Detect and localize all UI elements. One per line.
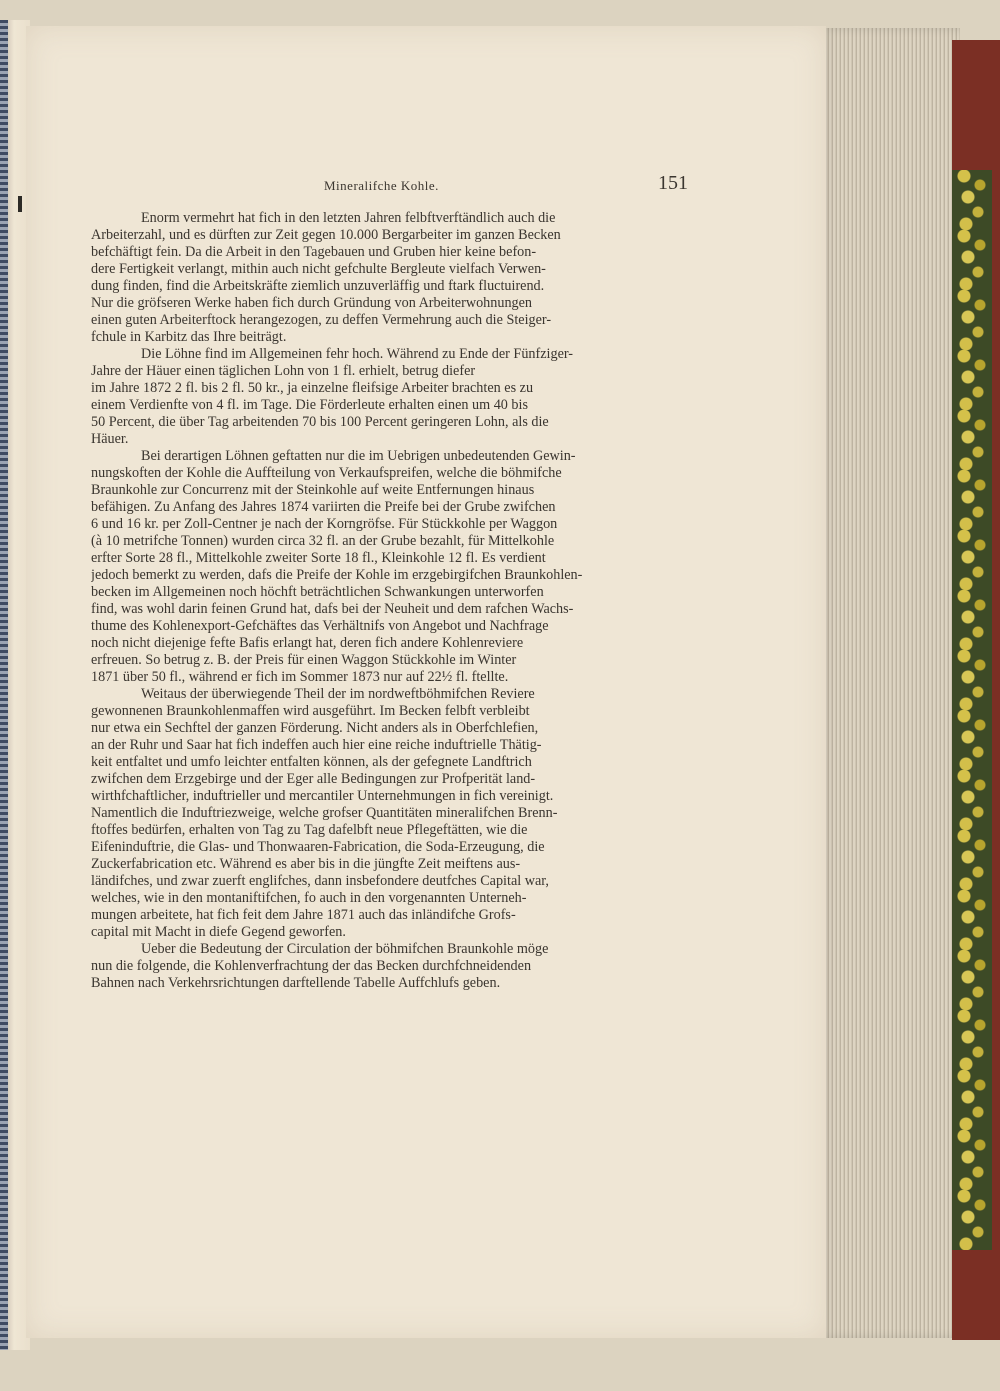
text-line: im Jahre 1872 2 fl. bis 2 fl. 50 kr., ja einzelne fleifsige Arbeiter brachten es zu (91, 380, 534, 396)
text-line: Namentlich die Induftriezweige, welche grofser Quantitäten mineralifchen Brenn- (91, 805, 558, 821)
text-line: (à 10 metrifche Tonnen) wurden circa 32 fl. an der Grube bezahlt, für Mittelkohle (91, 533, 555, 549)
text-line: ftoffes bedürfen, erhalten von Tag zu Tag dafelbft neue Pflegeftätten, wie die (91, 822, 528, 838)
text-line: gewonnenen Braunkohlenmaffen wird ausgeführt. Im Becken felbft verbleibt (91, 703, 530, 719)
text-line: keit entfaltet und umfo leichter entfalten können, als der gefegnete Landftrich (91, 754, 532, 770)
body-text (91, 210, 687, 992)
text-line: fchule in Karbitz das Ihre beiträgt. (91, 329, 287, 345)
text-line: Nur die gröfseren Werke haben fich durch Gründung von Arbeiterwohnungen (91, 295, 533, 311)
text-line: Bahnen nach Verkehrsrichtungen darftellende Tabelle Auffchlufs geben. (91, 975, 501, 991)
text-line: Jahre der Häuer einen täglichen Lohn von 1 fl. erhielt, betrug diefer (91, 363, 476, 379)
text-line: Braunkohle zur Concurrenz mit der Steinkohle auf weite Entfernungen hinaus (91, 482, 535, 498)
paragraph (91, 346, 687, 448)
page-block-edge (820, 28, 960, 1338)
text-line: nun die folgende, die Kohlenverfrachtung der das Becken durchfchneidenden (91, 958, 532, 974)
text-line: jedoch bemerkt zu werden, dafs die Preife der Kohle im erzgebirgifchen Braunkohlen- (91, 567, 583, 583)
text-line: dung finden, find die Arbeitskräfte ziemlich unzuverläffig und ftark fluctuirend. (91, 278, 545, 294)
text-line: thume des Kohlenexport-Gefchäftes das Verhältnifs von Angebot und Nachfrage (91, 618, 549, 634)
text-line: becken im Allgemeinen noch höchft beträchtlichen Schwankungen unterworfen (91, 584, 544, 600)
text-line: nur etwa ein Sechftel der ganzen Förderung. Nicht anders als in Oberfchlefien, (91, 720, 539, 736)
text-line: noch nicht diejenige fefte Bafis erlangt hat, deren fich andere Kohlenreviere (91, 635, 524, 651)
text-line: 6 und 16 kr. per Zoll-Centner je nach der Korngröfse. Für Stückkohle per Waggon (91, 516, 558, 532)
paragraph (91, 941, 687, 992)
text-line: 1871 über 50 fl., während er fich im Sommer 1873 nur auf 22½ fl. ftellte. (91, 669, 509, 685)
text-line: an der Ruhr und Saar hat fich indeffen auch hier eine reiche induftrielle Thätig- (91, 737, 542, 753)
text-line: Ueber die Bedeutung der Circulation der böhmifchen Braunkohle möge (141, 941, 549, 957)
paragraph (91, 448, 687, 686)
text-line: ländifches, und zwar zuerft englifches, dann insbefondere deutfches Capital war, (91, 873, 549, 889)
text-line: Zuckerfabrication etc. Während es aber bis in die jüngfte Zeit meiftens aus- (91, 856, 521, 872)
text-line: 50 Percent, die über Tag arbeitenden 70 bis 100 Percent geringeren Lohn, als die (91, 414, 549, 430)
text-line: erfreuen. So betrug z. B. der Preis für einen Waggon Stückkohle im Winter (91, 652, 517, 668)
page-number: 151 (658, 172, 688, 194)
text-line: erfter Sorte 28 fl., Mittelkohle zweiter Sorte 18 fl., Kleinkohle 12 fl. Es verdient (91, 550, 546, 566)
text-line: mungen arbeitete, hat fich feit dem Jahre 1871 auch das inländifche Grofs- (91, 907, 516, 923)
text-line: zwifchen dem Erzgebirge und der Eger alle Bedingungen zur Profperität land- (91, 771, 536, 787)
text-line: Häuer. (91, 431, 129, 447)
text-line: Enorm vermehrt hat fich in den letzten Jahren felbftverftändlich auch die (141, 210, 556, 226)
text-line: befähigen. Zu Anfang des Jahres 1874 variirten die Preife bei der Grube zwifchen (91, 499, 556, 515)
marbled-edge (952, 170, 992, 1250)
text-line: capital mit Macht in diefe Gegend geworfen. (91, 924, 346, 940)
text-line: einem Verdienfte von 4 fl. im Tage. Die Förderleute erhalten einen um 40 bis (91, 397, 528, 413)
text-line: Arbeiterzahl, und es dürften zur Zeit gegen 10.000 Bergarbeiter im ganzen Becken (91, 227, 561, 243)
text-line: welches, wie in den montaniftifchen, fo auch in den vorgenannten Unterneh- (91, 890, 527, 906)
text-line: dere Fertigkeit verlangt, mithin auch nicht gefchulte Bergleute vielfach Verwen- (91, 261, 546, 277)
paragraph (91, 210, 687, 346)
text-line: befchäftigt fein. Da die Arbeit in den Tagebauen und Gruben hier keine befon- (91, 244, 537, 260)
text-line: nungskoften der Kohle die Auffteilung von Verkaufspreifen, welche die böhmifche (91, 465, 562, 481)
paragraph (91, 686, 687, 941)
text-line: einen guten Arbeiterftock herangezogen, zu deffen Vermehrung auch die Steiger- (91, 312, 552, 328)
text-line: Eifeninduftrie, die Glas- und Thonwaaren-Fabrication, die Soda-Erzeugung, die (91, 839, 545, 855)
running-title: Mineralifche Kohle. (324, 178, 439, 193)
page-header (324, 172, 694, 202)
text-line: Bei derartigen Löhnen geftatten nur die im Uebrigen unbedeutenden Gewin- (141, 448, 576, 464)
text-line: Die Löhne find im Allgemeinen fehr hoch. Während zu Ende der Fünfziger- (141, 346, 574, 362)
text-line: wirthfchaftlicher, induftrieller und mercantiler Unternehmungen in fich vereinigt. (91, 788, 554, 804)
margin-mark (18, 196, 22, 212)
text-line: Weitaus der überwiegende Theil der im nordweftböhmifchen Reviere (141, 686, 535, 702)
text-line: find, was wohl darin feinen Grund hat, dafs bei der Neuheit und dem rafchen Wachs- (91, 601, 574, 617)
binding-stitch (0, 20, 8, 1350)
